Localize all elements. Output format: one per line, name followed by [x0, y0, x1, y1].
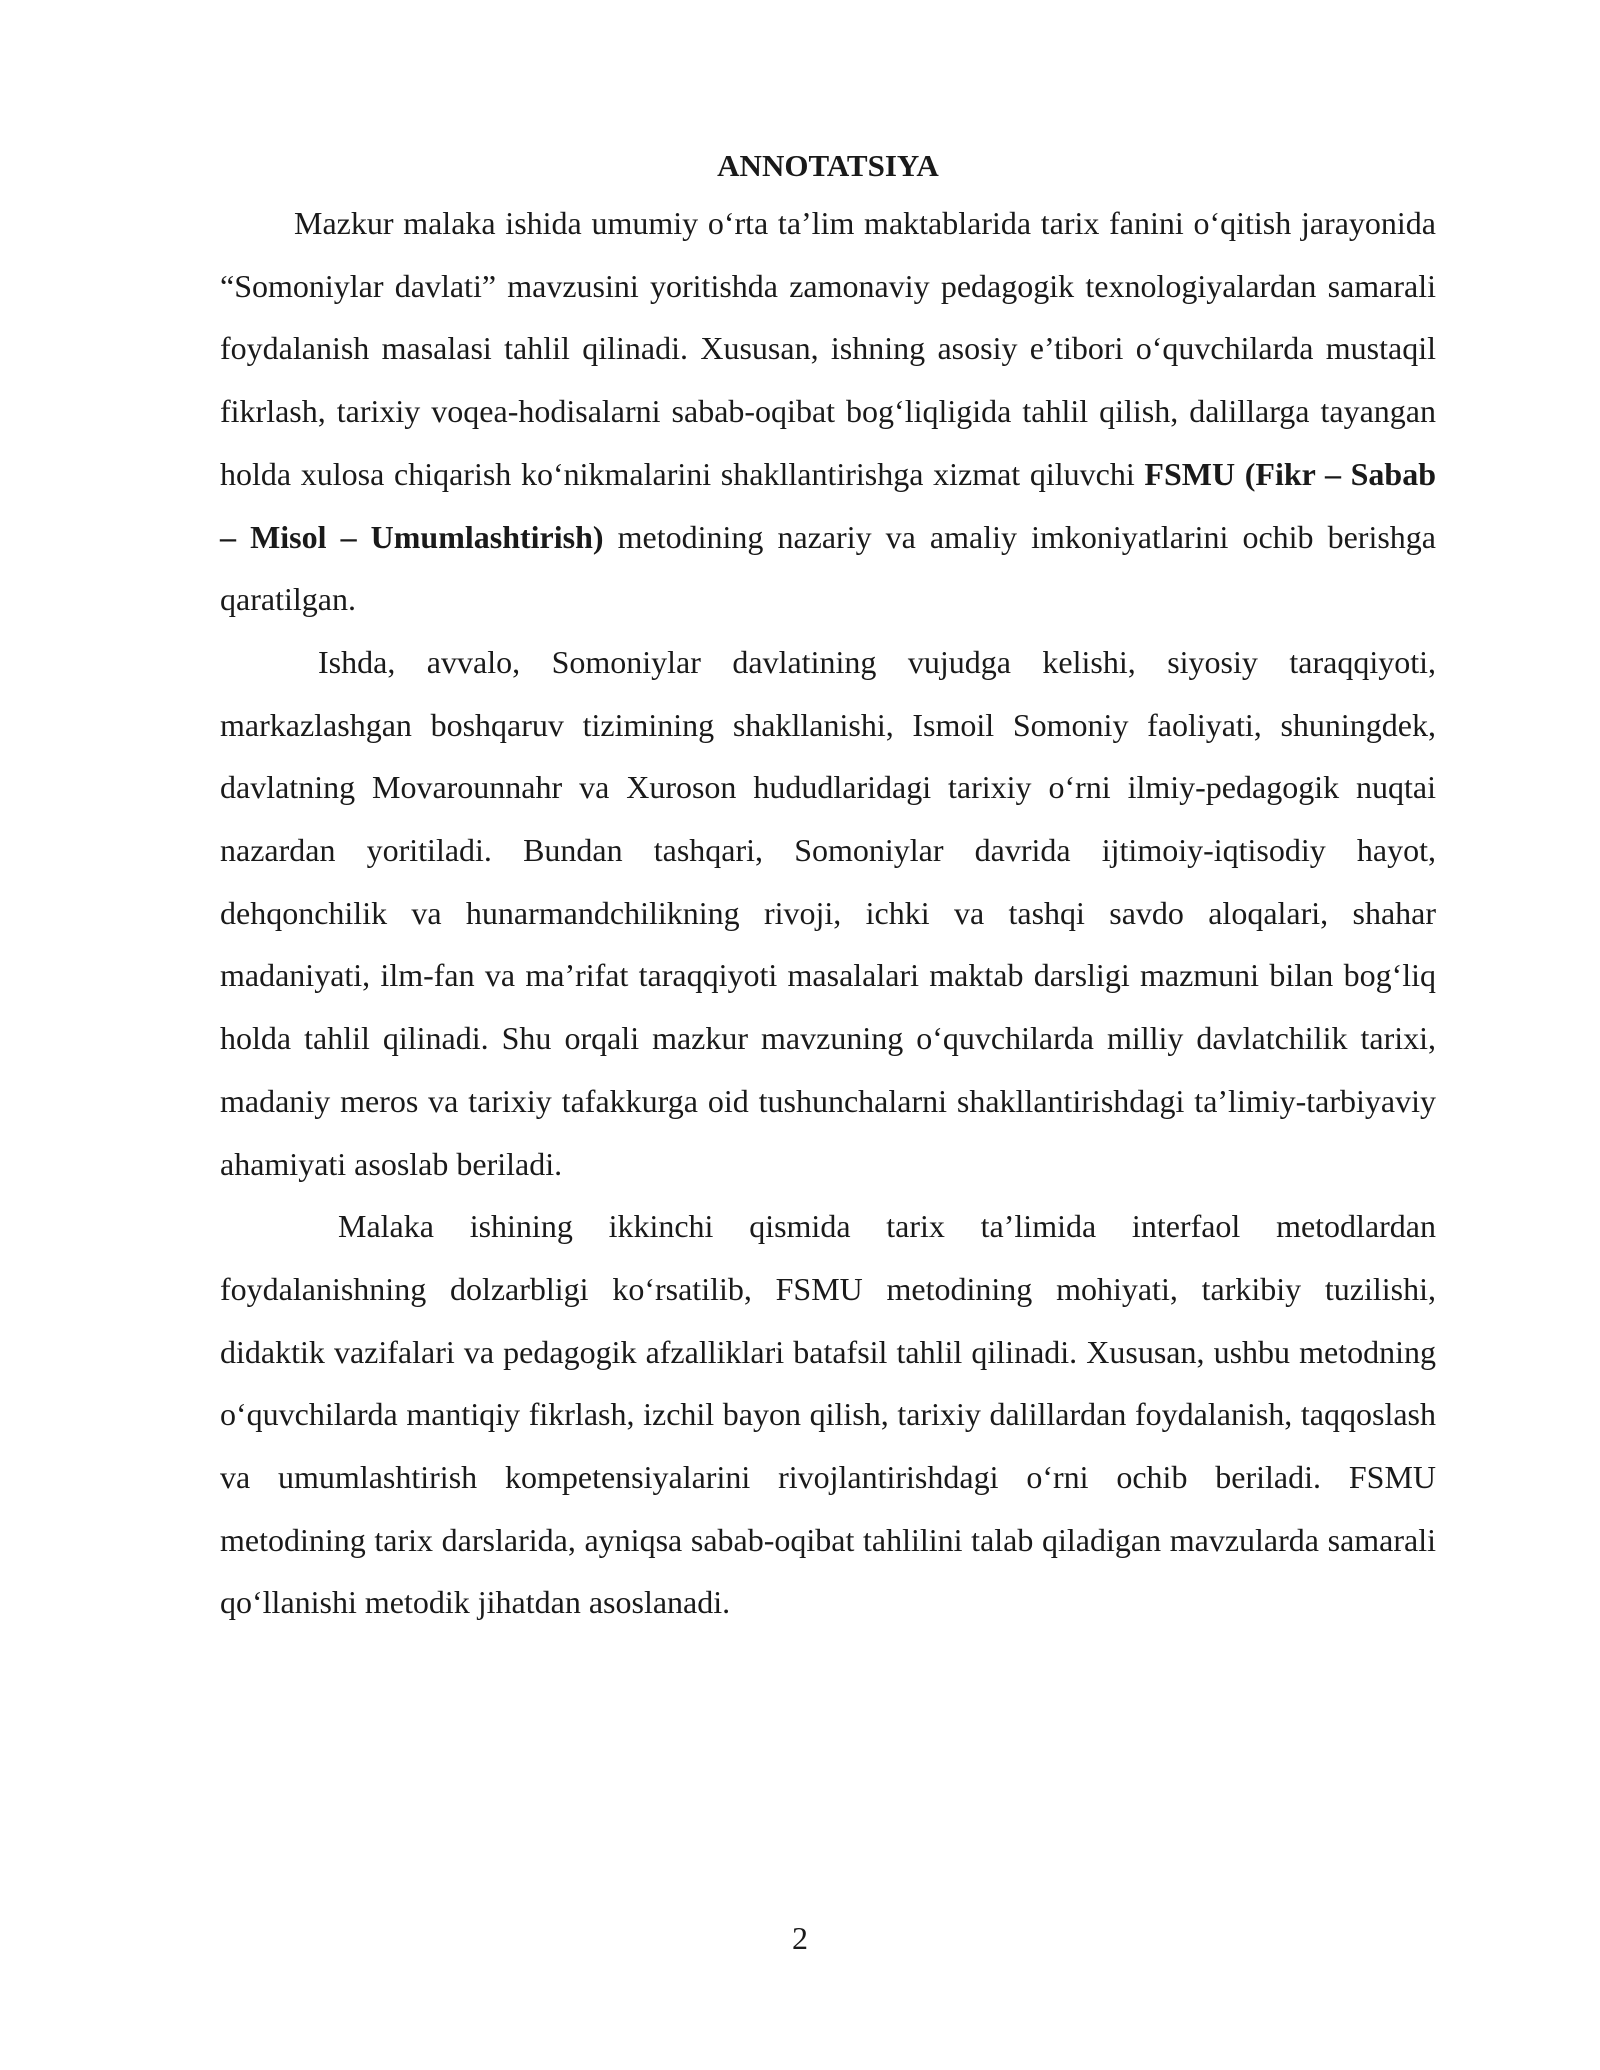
paragraph-3: Malaka ishining ikkinchi qismida tarix ta’limida interfaol metodlardan foydalanishning dolzarbligi ko‘rsatilib, FSMU metodining mohiyati, tarkibiy tuzilishi, didaktik vazifalari va pedagogik afzalliklari batafsil tahlil qilinadi. Xususan, ushbu metodning o‘quvchilarda mantiqiy fikrlash, izchil bayon qilish, tarixiy dalillardan foydalanish, taqqoslash va umumlashtirish kompetensiyalarini rivojlantirishdagi o‘rni ochib beriladi. FSMU metodining tarix darslarida, ayniqsa sabab-oqibat tahlilini talab qiladigan mavzularda samarali qo‘llanishi metodik jihatdan asoslanadi.: [220, 1208, 1436, 1621]
page-content: [220, 146, 1436, 1634]
paragraph-2: Ishda, avvalo, Somoniylar davlatining vujudga kelishi, siyosiy taraqqiyoti, markazlashgan boshqaruv tizimining shakllanishi, Ismoil Somoniy faoliyati, shuningdek, davlatning Movarounnahr va Xuroson hududlaridagi tarixiy o‘rni ilmiy-pedagogik nuqtai nazardan yoritiladi. Bundan tashqari, Somoniylar davrida ijtimoiy-iqtisodiy hayot, dehqonchilik va hunarmandchilikning rivoji, ichki va tashqi savdo aloqalari, shahar madaniyati, ilm-fan va ma’rifat taraqqiyoti masalalari maktab darsligi mazmuni bilan bog‘liq holda tahlil qilinadi. Shu orqali mazkur mavzuning o‘quvchilarda milliy davlatchilik tarixi, madaniy meros va tarixiy tafakkurga oid tushunchalarni shakllantirishdagi ta’limiy-tarbiyaviy ahamiyati asoslab beriladi.: [220, 643, 1436, 1182]
document-title: ANNOTATSIYA: [717, 148, 939, 183]
paragraph-1-text-after: metodining nazariy va amaliy imkoniyatlarini ochib berishga qaratilgan.: [220, 518, 1437, 618]
paragraph-1-bold-method: FSMU (Fikr – Sabab – Misol – Umumlashtirish): [220, 455, 1437, 555]
page-number: 2: [792, 1920, 808, 1956]
paragraph-1: [220, 192, 1436, 631]
paragraph-1-text-before: Mazkur malaka ishida umumiy o‘rta ta’lim maktablarida tarix fanini o‘qitish jarayonida “Somoniylar davlati” mavzusini yoritishda zamonaviy pedagogik texnologiyalardan samarali foydalanish masalasi tahlil qilinadi. Xususan, ishning asosiy e’tibori o‘quvchilarda mustaqil fikrlash, tarixiy voqea-hodisalarni sabab-oqibat bog‘liqligida tahlil qilish, dalillarga tayangan holda xulosa chiqarish ko‘nikmalarini shakllantirishga xizmat qiluvchi: [220, 205, 1436, 492]
